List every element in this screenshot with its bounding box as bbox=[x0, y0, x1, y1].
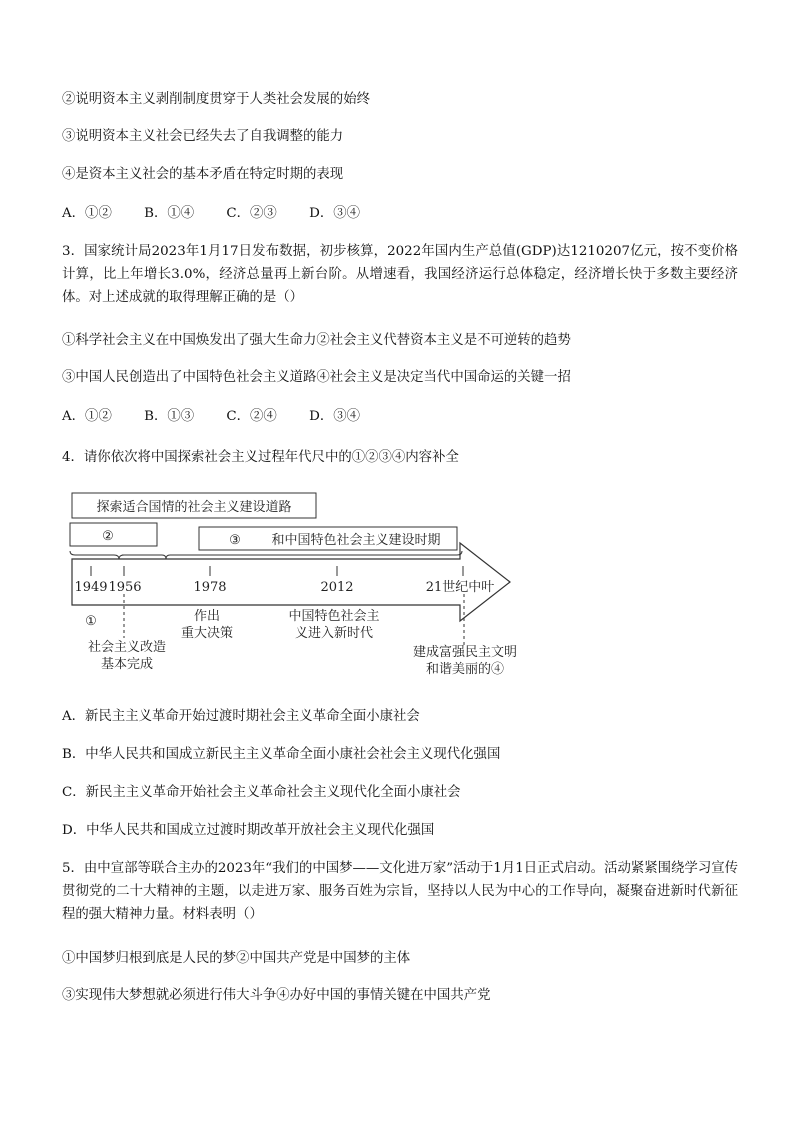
q2-item-3: ③说明资本主义社会已经失去了自我调整的能力 bbox=[62, 129, 344, 144]
q3-options bbox=[62, 407, 738, 427]
timeline-figure bbox=[62, 488, 532, 684]
label-1956-line1: 社会主义改造 bbox=[87, 640, 167, 655]
mark-1: ① bbox=[85, 614, 97, 629]
q2-option-a[interactable]: A．①② bbox=[62, 206, 112, 221]
box-3-number: ③ bbox=[229, 533, 241, 548]
q3-option-a[interactable]: A．①② bbox=[62, 409, 112, 424]
label-end-line1: 建成富强民主文明 bbox=[412, 645, 518, 660]
q3-option-b[interactable]: B．①③ bbox=[144, 409, 195, 424]
year-mid21: 21世纪中叶 bbox=[425, 580, 495, 595]
q4-option-a[interactable]: A．新民主主义革命开始过渡时期社会主义革命全面小康社会 bbox=[62, 709, 420, 724]
q3-items-1-2: ①科学社会主义在中国焕发出了强大生命力②社会主义代替资本主义是不可逆转的趋势 bbox=[62, 333, 571, 348]
brace-1956-end bbox=[122, 551, 462, 559]
q3-stem: 3．国家统计局2023年1月17日发布数据，初步核算，2022年国内生产总值(GDP)达1210207亿元，按不变价格计算，比上年增长3.0%，经济总量再上新台阶。从增速看，我国经济运行总体稳定，经济增长快于多数主要经济体。对上述成就的取得理解正确的是（） bbox=[62, 244, 738, 305]
q2-options bbox=[62, 204, 738, 224]
box-3-text: 和中国特色社会主义建设时期 bbox=[271, 533, 441, 548]
q4-option-c[interactable]: C．新民主主义革命开始社会主义革命社会主义现代化全面小康社会 bbox=[62, 785, 461, 800]
q4-option-d[interactable]: D．中华人民共和国成立过渡时期改革开放社会主义现代化强国 bbox=[62, 823, 435, 838]
year-1978: 1978 bbox=[193, 580, 227, 595]
year-1949: 1949 bbox=[74, 580, 108, 595]
label-2012-line1: 中国特色社会主 bbox=[288, 609, 380, 624]
q3-option-d[interactable]: D．③④ bbox=[309, 409, 360, 424]
q5-items-3-4: ③实现伟大梦想就必须进行伟大斗争④办好中国的事情关键在中国共产党 bbox=[62, 988, 491, 1003]
q4-stem: 4．请你依次将中国探索社会主义过程年代尺中的①②③④内容补全 bbox=[62, 450, 459, 465]
q3-items-3-4: ③中国人民创造出了中国特色社会主义道路④社会主义是决定当代中国命运的关键一招 bbox=[62, 370, 571, 385]
label-1978-line1: 作出 bbox=[193, 609, 221, 624]
q2-option-b[interactable]: B．①④ bbox=[144, 206, 195, 221]
top-box-text: 探索适合国情的社会主义建设道路 bbox=[96, 500, 292, 515]
label-2012-line2: 义进入新时代 bbox=[294, 626, 374, 641]
year-2012: 2012 bbox=[320, 580, 354, 595]
label-1956-line2: 基本完成 bbox=[100, 657, 154, 672]
label-end-line2: 和谐美丽的④ bbox=[425, 662, 505, 677]
q2-option-d[interactable]: D．③④ bbox=[309, 206, 360, 221]
box-2-text: ② bbox=[102, 529, 114, 544]
q5-stem: 5．由中宣部等联合主办的2023年“我们的中国梦——文化进万家”活动于1月1日正式启动。活动紧紧围绕学习宣传贯彻党的二十大精神的主题，以走进万家、服务百姓为宗旨，坚持以人民为中心的工作导向，凝聚奋进新时代新征程的强大精神力量。材料表明（） bbox=[62, 861, 738, 922]
q4-option-b[interactable]: B．中华人民共和国成立新民主主义革命全面小康社会社会主义现代化强国 bbox=[62, 747, 501, 762]
q2-option-c[interactable]: C．②③ bbox=[226, 206, 277, 221]
label-1978-line2: 重大决策 bbox=[180, 626, 234, 641]
q2-item-4: ④是资本主义社会的基本矛盾在特定时期的表现 bbox=[62, 167, 344, 182]
q2-item-2: ②说明资本主义剥削制度贯穿于人类社会发展的始终 bbox=[62, 92, 370, 107]
q3-option-c[interactable]: C．②④ bbox=[226, 409, 277, 424]
year-1956: 1956 bbox=[108, 580, 142, 595]
q5-items-1-2: ①中国梦归根到底是人民的梦②中国共产党是中国梦的主体 bbox=[62, 951, 411, 966]
